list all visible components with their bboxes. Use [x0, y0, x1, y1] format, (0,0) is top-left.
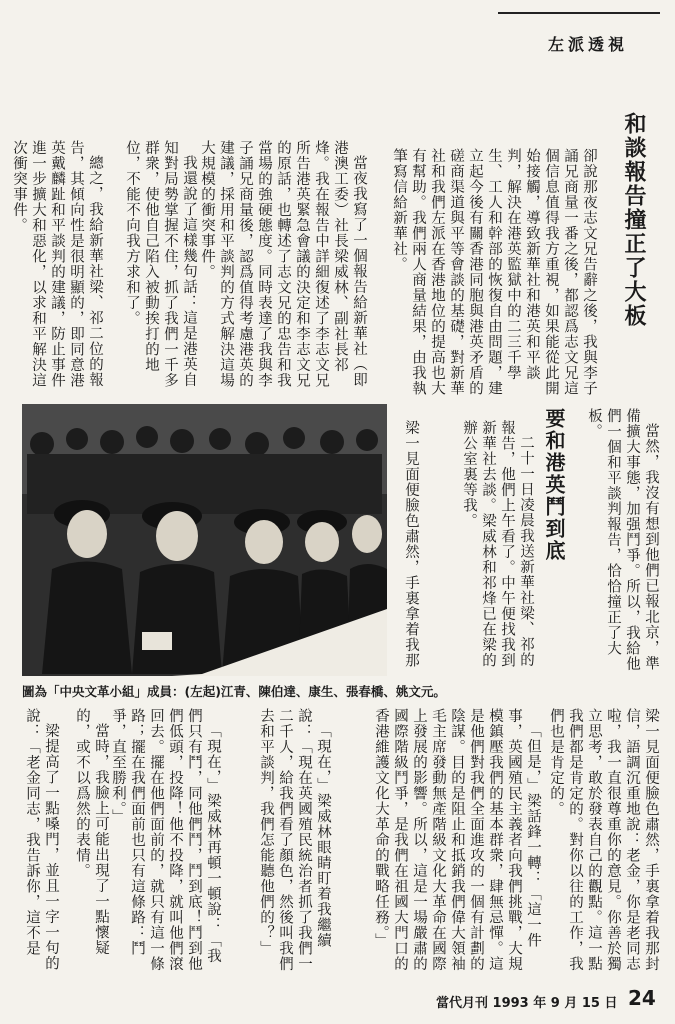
- article1-paragraph-3: 我還說了這樣幾句話：這是港英自知對局勢掌握不住，抓了我們一千多群衆，使他自己陷入被動挨打的地位，不能不向我方求和了。: [124, 140, 197, 388]
- article1-continuation: 當然，我沒有想到他們已報北京，準備擴大事態，加强鬥爭。所以，我給他們一個和平談判報告，恰恰撞正了大板。: [586, 408, 659, 672]
- header-rule: [498, 12, 660, 14]
- historical-photo: [22, 404, 387, 676]
- publication-footer: 當代月刊 1993 年 9 月 15 日: [436, 996, 618, 1011]
- article2-paragraph-5: 「現在，」梁威林再頓一頓說：「我們只有鬥，同他們鬥，鬥到底！鬥到他們低頭，投降！他不投降，就叫他們滾回去。擺在他們面前的，就只有這一條路；擺在我們面前也只有這條路：鬥爭，直至勝利。」: [110, 708, 221, 972]
- article2-paragraph-4: 「現在，」梁威林眼睛盯着我繼續說：「現在英國殖民統治者抓了我們一二千人，給我們看了顏色，然後叫我們去和平談判，我們怎能聽他們的？」: [258, 708, 331, 972]
- photo-caption: 圖為「中央文革小組」成員：(左起)江青、陳伯達、康生、張春橋、姚文元。: [22, 684, 446, 699]
- article1-title: 和談報告撞正了大板: [621, 112, 646, 328]
- article1-paragraph-2: 當夜我寫了一個報告給新華社（即港澳工委）社長梁威林、副社長祁烽。我在報告中詳細復述了李志文兄所告港英緊急會議的決定和李志文兄的原話，也轉述了志文兄的忠告和我當場的強硬態度。同時表達了我與李子誦兄商量後，認爲值得考慮港英的建議，採用和平談判的方式解決這場大規模的衝突事件。: [199, 140, 367, 388]
- article2-paragraph-2-start: 梁一見面便臉色肅然，手裏拿着我那: [403, 420, 419, 668]
- article2-paragraph-7: 梁提高了一點嗓門，並且一字一句的說：「老金同志，我告訴你，這不是: [24, 708, 59, 971]
- article2-paragraph-2: 梁一見面便臉色肅然，手裏拿着我那封信，語調沉重地說：老金，你是老同志啦，我一直很尊重你的意見。你善於獨立思考，敢於發表自己的觀點。這一點我們都是肯定的。對你以往的工作，我們也是肯定的。: [548, 708, 659, 972]
- page-number: 24: [628, 986, 656, 1010]
- article1-paragraph-4: 總之，我給新華社梁、祁二位的報告，其傾向性是很明顯的，即同意港英戴麟趾和平談判的建議，防止事件進一步擴大和惡化，以求和平解決這次衝突事件。: [11, 140, 103, 388]
- article2-paragraph-1: 二十一日凌晨我送新華社梁、祁的報告，他們上午看了。中午便找我到新華社去談。梁威林和祁烽已在梁的辦公室裏等我。: [461, 420, 534, 668]
- article2-title: 要和港英鬥到底: [542, 408, 566, 562]
- article1-paragraph-1: 卻說那夜志文兄告辭之後，我與李子誦兄商量一番之後，都認爲志文兄這個信息值得我方重視，如果能從此開始接觸，導致新華社和港英和平談判，解決在港英監獄中的二三千學生、工人和幹部的恢復自由問題，建立起今後有關香港同胞與港英矛盾的磋商渠道與平等會談的基礎，對新華社和我們左派在香港地位的提高也大有幫助。我們兩人商量結果，由我執筆寫信給新華社。: [391, 148, 597, 396]
- section-label: 左派透視: [548, 35, 629, 54]
- article2-paragraph-3: 「但是，」梁話鋒一轉：「這一件事，英國殖民主義者向我們挑戰，大規模鎮壓我們的基本群衆，肆無忌憚。這是他們對我們全面進攻的一個有計劃的陰謀。目的是阻止和抵銷我們偉大領袖毛主席發動無產階級文化大革命在國際上發展的影響。所以，這是一場嚴肅的國際階級鬥爭，是我們在祖國大門口的香港維護文化大革命的戰略任務。」: [373, 708, 541, 972]
- article2-paragraph-6: 當時，我臉上可能出現了一點懷疑的，或不以爲然的表情。: [74, 708, 109, 955]
- article2-paragraph-2a: [392, 420, 420, 675]
